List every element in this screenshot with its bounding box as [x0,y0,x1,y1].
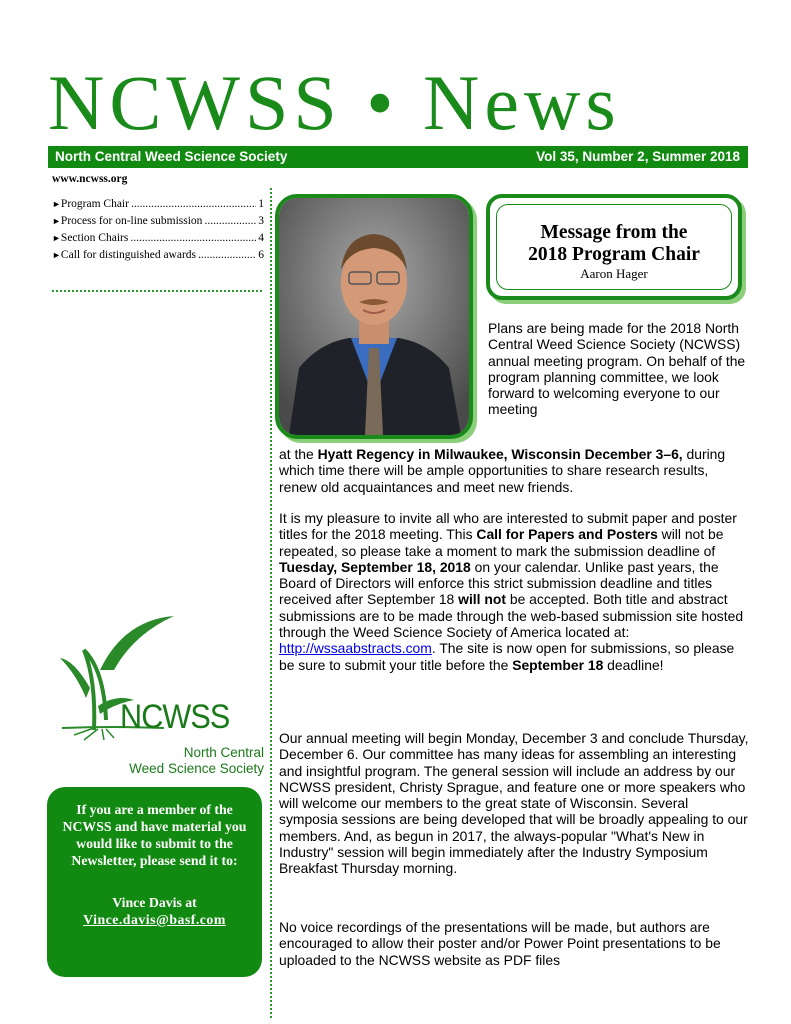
toc-item[interactable] [52,230,264,247]
table-of-contents [52,196,264,264]
text-run: at the [279,446,318,462]
text-run: . The site is now open for submissions, so please be sure to submit your title before the [279,640,735,673]
header-band [48,146,748,168]
logo-wordmark: NCWSS [120,698,230,736]
toc-page: 1 [258,198,264,210]
logo-fullname [54,745,264,777]
toc-page: 3 [258,215,264,227]
toc-page: 6 [258,249,264,261]
logo-fullname-line2: Weed Science Society [129,761,264,776]
sidebar-divider [52,290,262,292]
triangle-right-icon: ► [52,250,61,260]
article-title-line1: Message from the [540,222,688,243]
toc-label: Process for on-line submission [60,215,203,227]
text-run: on your calendar. Unlike past years, the Board of Directors will enforce this strict submission deadline and titles received after September 18 [279,558,719,608]
website-link[interactable]: www.ncwss.org [52,173,128,185]
article-title-line2: 2018 Program Chair [528,244,700,265]
society-name: North Central Weed Science Society [55,149,288,164]
call-highlight: Call for Papers and Posters [476,526,658,543]
triangle-right-icon: ► [52,216,61,226]
author-photo [275,194,473,439]
submission-link[interactable]: http://wssaabstracts.com [279,640,432,657]
logo-fullname-line1: North Central [183,745,264,760]
text-run: deadline! [603,656,664,673]
toc-leader [130,230,256,247]
triangle-right-icon: ► [52,199,61,209]
text-run: be accepted. Both title and abstract submissions are to be made through the web-based submission site hosted through the Weed Science Society of America located at: [279,591,744,641]
contact-name: Vince Davis at [112,895,197,910]
toc-leader [131,196,256,213]
toc-label: Call for distinguished awards [60,249,197,261]
article-intro: Plans are being made for the 2018 North Central Weed Science Society (NCWSS) annual meeting program. On behalf of the program planning committee, we look forward to welcoming everyone to our meeting [488,320,746,418]
toc-item[interactable] [52,213,264,230]
toc-leader [198,247,256,264]
text-run: It is my pleasure to invite all who are interested to submit paper and poster titles for the 2018 meeting. This [279,510,737,543]
venue-highlight: Hyatt Regency in Milwaukee, Wisconsin December 3–6, [317,446,683,462]
warning-highlight: will not [458,591,506,608]
toc-item[interactable] [52,247,264,264]
submission-contact [55,894,254,928]
deadline-highlight: September 18 [512,656,604,673]
article-title-box [486,194,742,300]
toc-label: Program Chair [60,198,129,210]
toc-page: 4 [258,232,264,244]
newsletter-submission-box [47,787,262,977]
issue-info: Vol 35, Number 2, Summer 2018 [536,149,740,164]
deadline-highlight: Tuesday, September 18, 2018 [279,558,471,575]
article-paragraph-2 [279,510,749,673]
toc-label: Section Chairs [60,232,129,244]
column-divider [270,188,272,1018]
contact-email-link[interactable]: Vince.davis@basf.com [83,912,226,927]
article-paragraph-3: Our annual meeting will begin Monday, December 3 and conclude Thursday, December 6. Our committee has many ideas for assembling an interesting and insightful program. The general session will include an address by our NCWSS president, Christy Sprague, and feature one or more speakers who will welcome our members to the great state of Wisconsin. Several symposia sessions are being developed that will be broadly appealing to our members. And, as begun in 2017, the always-popular "What's New in Industry" session will begin immediately after the Industry Symposium Breakfast Thursday morning. [279,730,749,877]
article-paragraph-1 [279,446,749,495]
text-run: will not be repeated, so please take a moment to mark the submission deadline of [279,526,724,559]
title-box-inner-border [496,204,732,290]
submission-message: If you are a member of the NCWSS and have material you would like to submit to the Newsletter, please send it to: [62,802,247,868]
triangle-right-icon: ► [52,233,61,243]
masthead-title: NCWSS • News [48,59,621,146]
article-paragraph-4: No voice recordings of the presentations will be made, but authors are encouraged to allow their poster and/or Power Point presentations to be uploaded to the NCWSS website as PDF files [279,919,721,968]
toc-item[interactable] [52,196,264,213]
article-author: Aaron Hager [580,266,648,281]
text-run: during which time there will be ample opportunities to share research results, renew old acquaintances and meet new friends. [279,446,726,495]
toc-leader [204,213,256,230]
